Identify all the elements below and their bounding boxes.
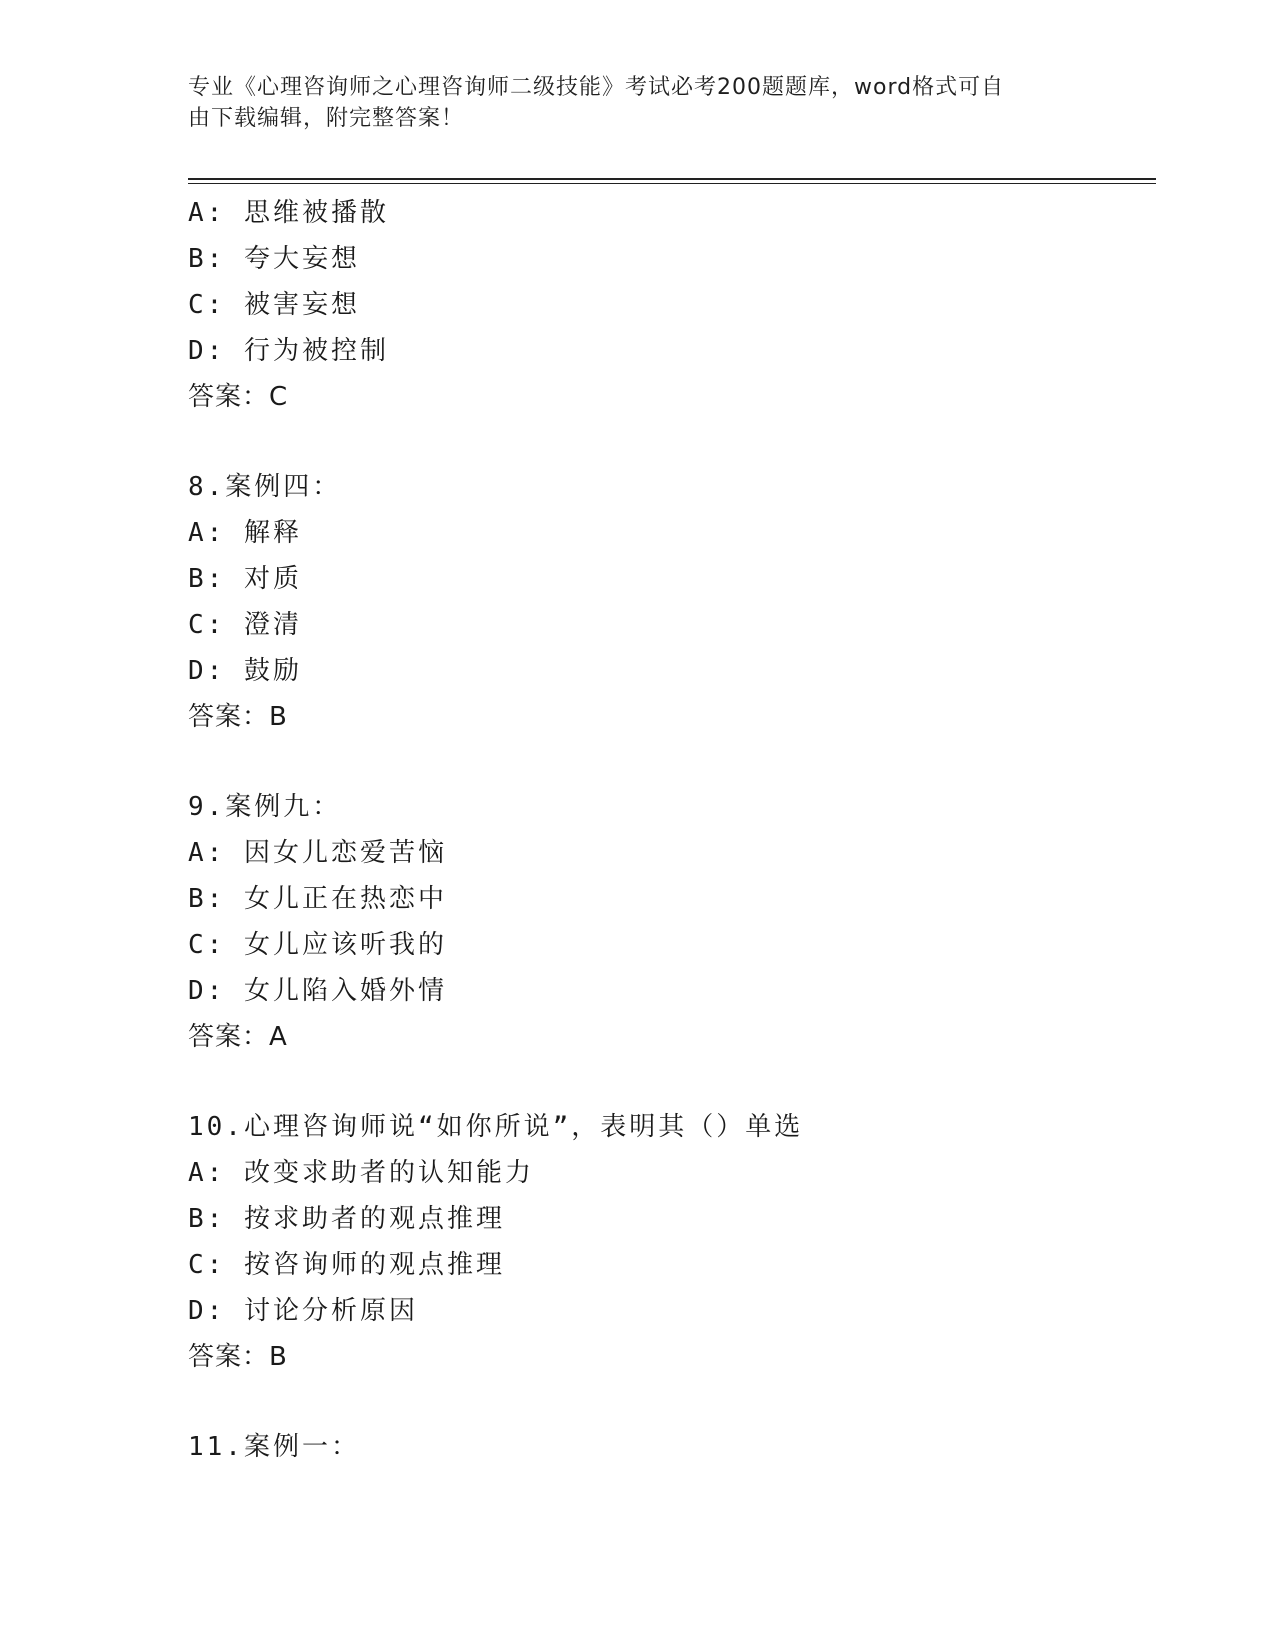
header-line-1: 专业《心理咨询师之心理咨询师二级技能》考试必考200题题库，word格式可自 bbox=[188, 75, 1005, 100]
option-d: D: 行为被控制 bbox=[188, 336, 389, 366]
option-b: B: 夸大妄想 bbox=[188, 244, 360, 274]
question-11: 11.案例一： bbox=[188, 1432, 360, 1462]
question-9: 9.案例九： bbox=[188, 792, 342, 822]
option-a: A: 改变求助者的认知能力 bbox=[188, 1158, 534, 1188]
question-list bbox=[188, 190, 1156, 1470]
spacer bbox=[188, 1060, 1156, 1104]
spacer bbox=[188, 1380, 1156, 1424]
header-divider-thick bbox=[188, 178, 1156, 180]
option-a: A: 因女儿恋爱苦恼 bbox=[188, 838, 447, 868]
option-c: C: 按咨询师的观点推理 bbox=[188, 1250, 505, 1280]
option-d: D: 鼓励 bbox=[188, 656, 302, 686]
option-a: A: 思维被播散 bbox=[188, 198, 389, 228]
option-d: D: 讨论分析原因 bbox=[188, 1296, 418, 1326]
answer-line: 答案：B bbox=[188, 1342, 288, 1372]
option-c: C: 被害妄想 bbox=[188, 290, 360, 320]
header-divider-thin bbox=[188, 183, 1156, 184]
option-b: B: 对质 bbox=[188, 564, 302, 594]
option-a: A: 解释 bbox=[188, 518, 302, 548]
option-b: B: 女儿正在热恋中 bbox=[188, 884, 447, 914]
option-c: C: 女儿应该听我的 bbox=[188, 930, 447, 960]
question-8: 8.案例四： bbox=[188, 472, 342, 502]
spacer bbox=[188, 420, 1156, 464]
answer-line: 答案：C bbox=[188, 382, 289, 412]
document-header bbox=[188, 72, 1068, 134]
answer-line: 答案：A bbox=[188, 1022, 288, 1052]
spacer bbox=[188, 740, 1156, 784]
answer-line: 答案：B bbox=[188, 702, 288, 732]
header-line-2: 由下载编辑，附完整答案！ bbox=[188, 106, 465, 131]
option-d: D: 女儿陷入婚外情 bbox=[188, 976, 447, 1006]
option-b: B: 按求助者的观点推理 bbox=[188, 1204, 505, 1234]
question-10: 10.心理咨询师说“如你所说”，表明其（）单选 bbox=[188, 1112, 804, 1142]
option-c: C: 澄清 bbox=[188, 610, 302, 640]
